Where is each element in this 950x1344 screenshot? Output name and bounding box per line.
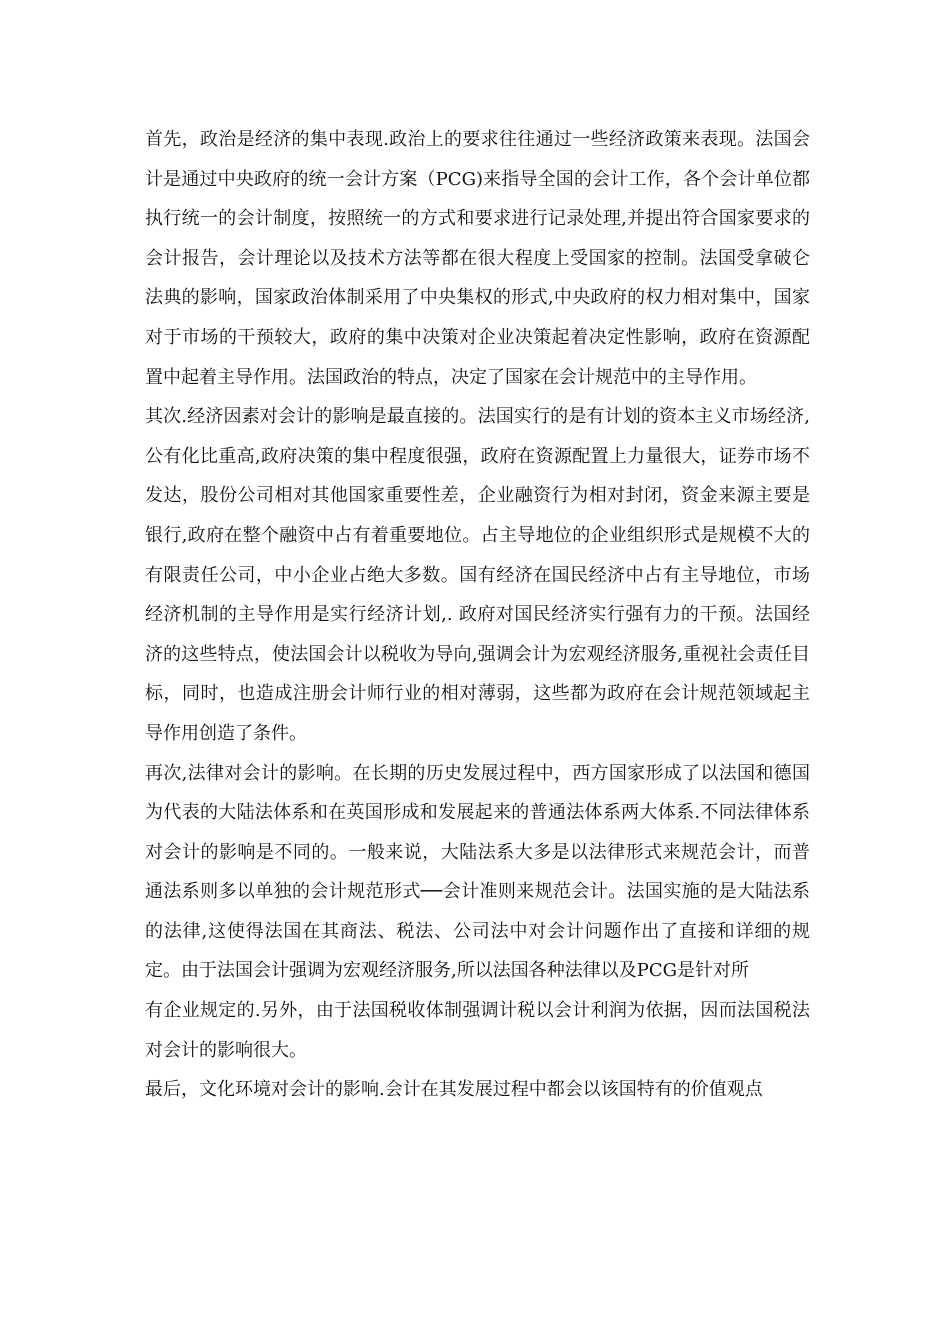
paragraph-economy: 其次.经济因素对会计的影响是最直接的。法国实行的是有计划的资本主义市场经济,公有化比重高,政府决策的集中程度很强，政府在资源配置上力量很大，证券市场不发达，股份公司相对其他国家重要性差，企业融资行为相对封闭，资金来源主要是银行,政府在整个融资中占有着重要地位。占主导地位的企业组织形式是规模不大的有限责任公司，中小企业占绝大多数。国有经济在国民经济中占有主导地位，市场经济机制的主导作用是实行经济计划,. 政府对国民经济实行强有力的干预。法国经济的这些特点，使法国会计以税收为导向,强调会计为宏观经济服务,重视社会责任目标，同时，也造成注册会计师行业的相对薄弱，这些都为政府在会计规范领域起主导作用创造了条件。 — [145, 406, 810, 744]
paragraph-law: 再次,法律对会计的影响。在长期的历史发展过程中，西方国家形成了以法国和德国为代表的大陆法体系和在英国形成和发展起来的普通法体系两大体系.不同法律体系对会计的影响是不同的。一般来说，大陆法系大多是以法律形式来规范会计，而普通法系则多以单独的会计规范形式──会计准则来规范会计。法国实施的是大陆法系的法律,这使得法国在其商法、税法、公司法中对会计问题作出了直接和详细的规定。由于法国会计强调为宏观经济服务,所以法国各种法律以及PCG是针对所 — [145, 762, 810, 982]
paragraph-politics: 首先，政治是经济的集中表现.政治上的要求往往通过一些经济政策来表现。法国会计是通过中央政府的统一会计方案（PCG)来指导全国的会计工作，各个会计单位都执行统一的会计制度，按照统一的方式和要求进行记录处理,并提出符合国家要求的会计报告，会计理论以及技术方法等都在很大程度上受国家的控制。法国受拿破仑法典的影响，国家政治体制采用了中央集权的形式,中央政府的权力相对集中，国家对于市场的干预较大，政府的集中决策对企业决策起着决定性影响，政府在资源配置中起着主导作用。法国政治的特点，决定了国家在会计规范中的主导作用。 — [145, 129, 810, 388]
paragraph-culture: 最后，文化环境对会计的影响.会计在其发展过程中都会以该国特有的价值观点 — [145, 1079, 763, 1101]
document-body — [145, 120, 810, 1110]
paragraph-law-continued: 有企业规定的.另外，由于法国税收体制强调计税以会计利润为依据，因而法国税法对会计的影响很大。 — [145, 1000, 810, 1061]
